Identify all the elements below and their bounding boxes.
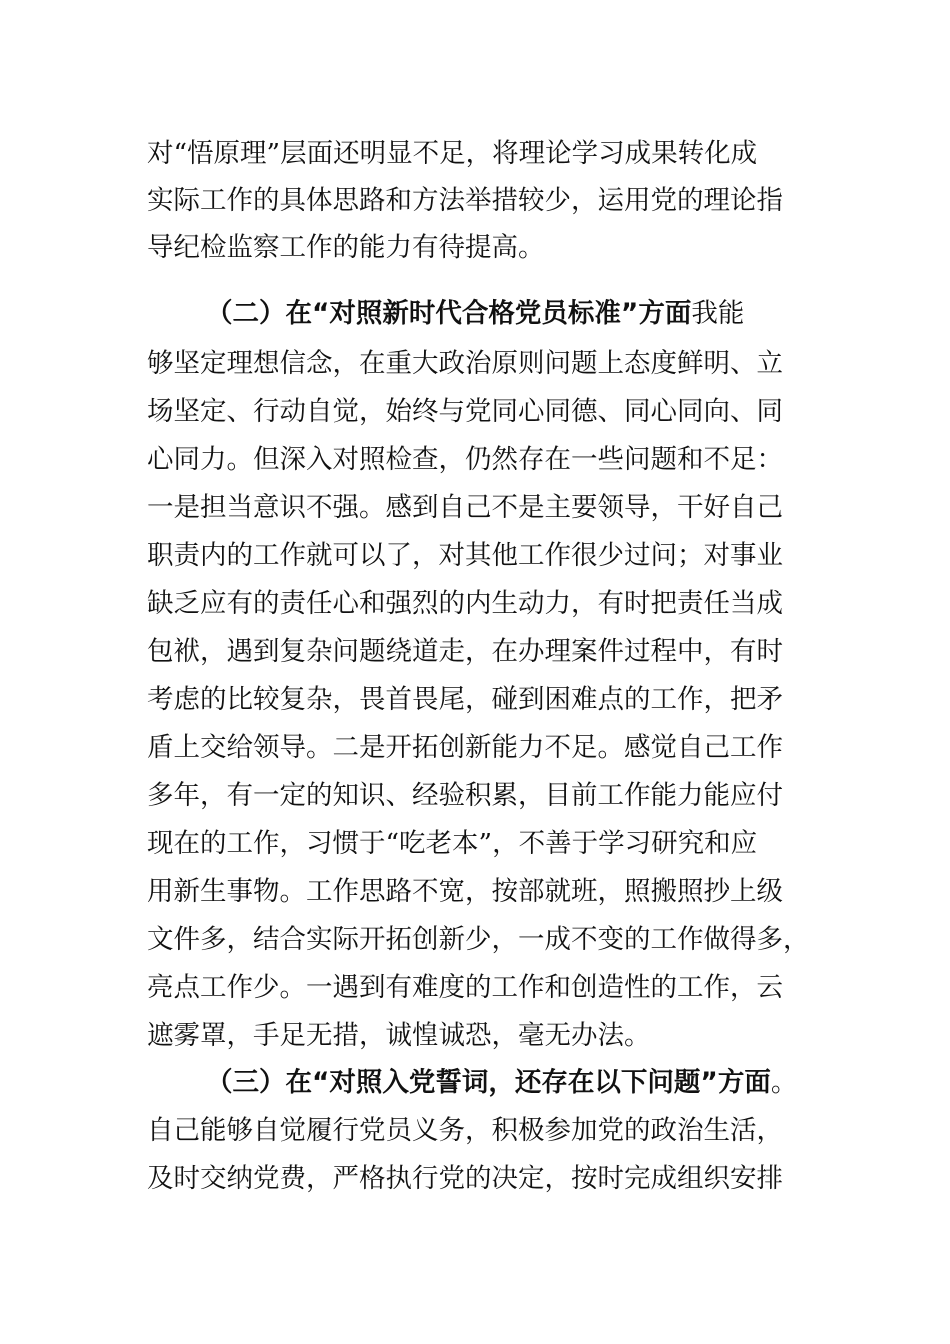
text-span: 遮雾罩，手足无措，诚惶诚恐，毫无办法。 — [147, 1020, 651, 1051]
section-heading-line — [206, 1060, 806, 1106]
text-span: 用新生事物。工作思路不宽，按部就班，照搬照抄上级 — [147, 876, 783, 907]
paragraph-line — [147, 773, 807, 819]
paragraph-line — [147, 178, 807, 224]
paragraph-line — [147, 341, 807, 387]
section-heading-2: （二）在“对照新时代合格党员标准”方面 — [206, 298, 692, 329]
text-span: 文件多，结合实际开拓创新少，一成不变的工作做得多， — [147, 924, 810, 955]
text-span: 多年，有一定的知识、经验积累，目前工作能力能应付 — [147, 780, 783, 811]
text-span: 缺乏应有的责任心和强烈的内生动力，有时把责任当成 — [147, 588, 783, 619]
paragraph-line — [147, 533, 807, 579]
paragraph-line — [147, 725, 807, 771]
paragraph-line — [147, 1156, 807, 1202]
text-span: 我能 — [691, 298, 745, 329]
paragraph-line — [147, 965, 807, 1011]
text-span: 导纪检监察工作的能力有待提高。 — [147, 232, 545, 263]
text-span: 包袱，遇到复杂问题绕道走，在办理案件过程中，有时 — [147, 636, 783, 667]
paragraph-line — [147, 581, 807, 627]
paragraph-line — [147, 1108, 807, 1154]
paragraph-line — [147, 437, 807, 483]
text-span: 一是担当意识不强。感到自己不是主要领导，干好自己 — [147, 492, 783, 523]
text-span: 实际工作的具体思路和方法举措较少，运用党的理论指 — [147, 185, 783, 216]
paragraph-line — [147, 389, 807, 435]
paragraph-line — [147, 869, 807, 915]
text-span: 心同力。但深入对照检查，仍然存在一些问题和不足： — [147, 444, 783, 475]
paragraph-line — [147, 917, 810, 963]
text-span: 现在的工作，习惯于“吃老本”，不善于学习研究和应 — [147, 828, 758, 859]
text-span: 考虑的比较复杂，畏首畏尾，碰到困难点的工作，把矛 — [147, 684, 783, 715]
paragraph-line — [147, 677, 807, 723]
paragraph-line — [147, 485, 807, 531]
text-span: 亮点工作少。一遇到有难度的工作和创造性的工作，云 — [147, 972, 783, 1003]
paragraph-line — [147, 629, 807, 675]
paragraph-line — [147, 821, 807, 867]
text-span: 自己能够自觉履行党员义务，积极参加党的政治生活， — [147, 1115, 783, 1146]
paragraph-line — [147, 225, 807, 271]
paragraph-line — [147, 1013, 807, 1059]
text-span: 盾上交给领导。二是开拓创新能力不足。感觉自己工作 — [147, 732, 783, 763]
text-span: 及时交纳党费，严格执行党的决定，按时完成组织安排 — [147, 1163, 783, 1194]
text-span: 够坚定理想信念，在重大政治原则问题上态度鲜明、立 — [147, 348, 783, 379]
section-heading-line — [206, 291, 806, 337]
text-span: 职责内的工作就可以了，对其他工作很少过问；对事业 — [147, 540, 783, 571]
text-span: 。 — [770, 1067, 798, 1098]
text-span: 对“悟原理”层面还明显不足，将理论学习成果转化成 — [147, 138, 758, 169]
text-span: 场坚定、行动自觉，始终与党同心同德、同心同向、同 — [147, 396, 783, 427]
paragraph-line — [147, 131, 807, 177]
section-heading-3: （三）在“对照入党誓词，还存在以下问题”方面 — [206, 1067, 771, 1098]
